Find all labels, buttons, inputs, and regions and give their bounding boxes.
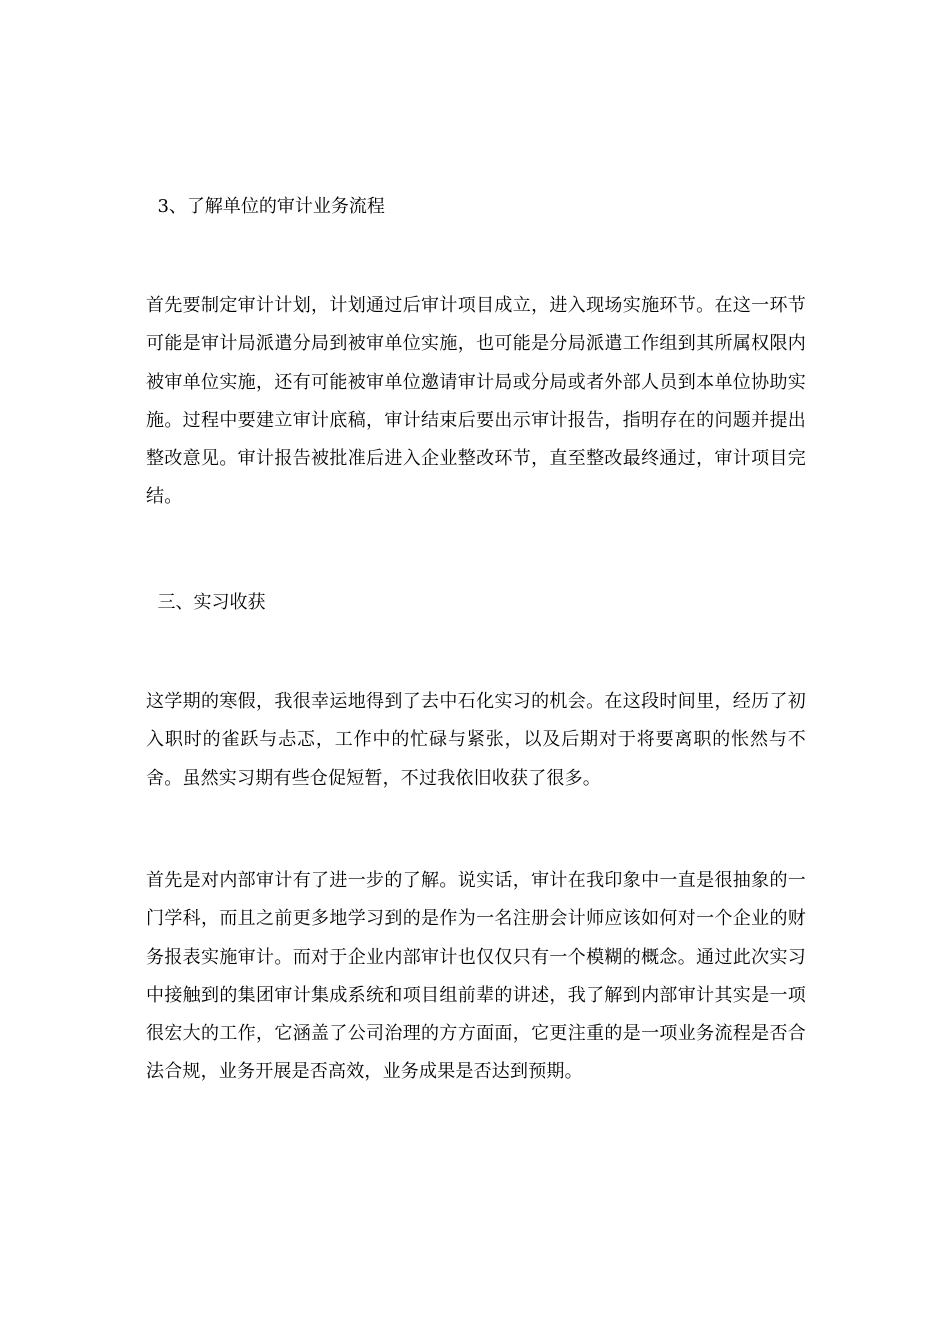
- paragraph-internship-intro: 这学期的寒假，我很幸运地得到了去中石化实习的机会。在这段时间里，经历了初入职时的雀跃与忐忑，工作中的忙碌与紧张，以及后期对于将要离职的怅然与不舍。虽然实习期有些仓促短暂，不过我依旧收获了很多。: [146, 691, 806, 789]
- paragraph-audit-process: 首先要制定审计计划，计划通过后审计项目成立，进入现场实施环节。在这一环节可能是审计局派遣分局到被审单位实施，也可能是分局派遣工作组到其所属权限内被审单位实施，还有可能被审单位邀请审计局或分局或者外部人员到本单位协助实施。过程中要建立审计底稿，审计结束后要出示审计报告，指明存在的问题并提出整改意见。审计报告被批准后进入企业整改环节，直至整改最终通过，审计项目完结。: [146, 295, 806, 508]
- section-heading-audit-process: 3、了解单位的审计业务流程: [146, 196, 385, 217]
- paragraph-internal-audit: 首先是对内部审计有了进一步的了解。说实话，审计在我印象中一直是很抽象的一门学科，而且之前更多地学习到的是作为一名注册会计师应该如何对一个企业的财务报表实施审计。而对于企业内部审计也仅仅只有一个模糊的概念。通过此次实习中接触到的集团审计集成系统和项目组前辈的讲述，我了解到内部审计其实是一项很宏大的工作，它涵盖了公司治理的方方面面，它更注重的是一项业务流程是否合法合规，业务开展是否高效，业务成果是否达到预期。: [146, 870, 806, 1083]
- section-heading-internship-gains: 三、实习收获: [146, 592, 266, 613]
